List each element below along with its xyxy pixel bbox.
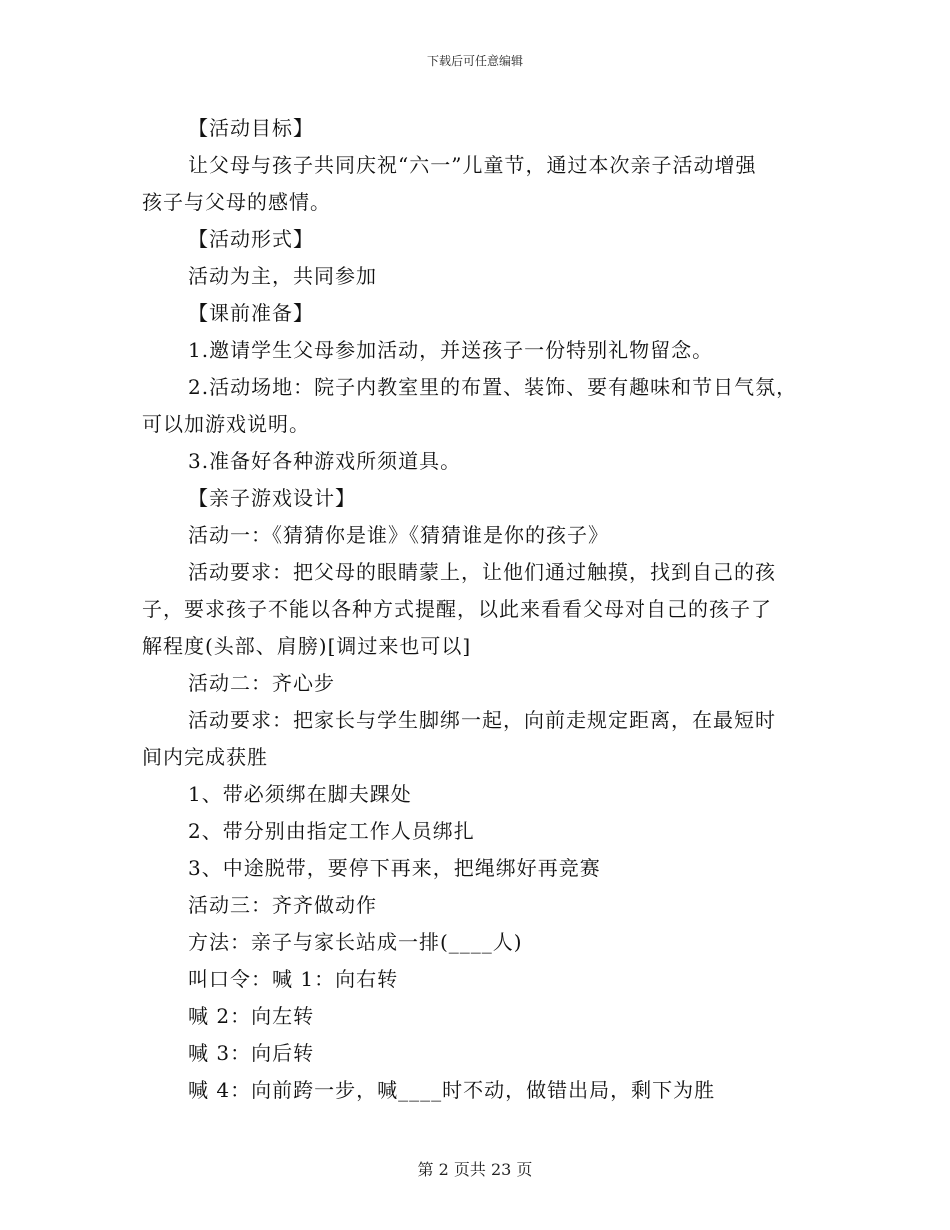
page-header: 下载后可任意编辑: [426, 54, 523, 68]
text-line: 喊 4：向前跨一步，喊____时不动，做错出局，剩下为胜: [188, 1078, 716, 1102]
text-line: 让父母与孩子共同庆祝“六一”儿童节，通过本次亲子活动增强: [188, 153, 757, 177]
text-line: 【课前准备】: [188, 301, 314, 325]
text-line: 活动要求：把家长与学生脚绑一起，向前走规定距离，在最短时: [188, 708, 776, 732]
text-line: 可以加游戏说明。: [142, 412, 310, 436]
text-line: 【活动目标】: [188, 116, 314, 140]
text-line: 2、带分别由指定工作人员绑扎: [188, 819, 475, 843]
text-line: 子，要求孩子不能以各种方式提醒，以此来看看父母对自己的孩子了: [142, 597, 772, 621]
text-line: 2.活动场地：院子内教室里的布置、装饰、要有趣味和节日气氛，: [188, 375, 798, 399]
text-line: 活动为主，共同参加: [188, 264, 377, 288]
text-line: 喊 2：向左转: [188, 1004, 315, 1028]
text-line: 1.邀请学生父母参加活动，并送孩子一份特别礼物留念。: [188, 338, 714, 362]
text-line: 喊 3：向后转: [188, 1041, 315, 1065]
text-line: 活动要求：把父母的眼睛蒙上，让他们通过触摸，找到自己的孩: [188, 560, 776, 584]
text-line: 3.准备好各种游戏所须道具。: [188, 449, 462, 473]
text-line: 间内完成获胜: [142, 745, 268, 769]
text-line: 方法：亲子与家长站成一排(____人): [188, 930, 523, 954]
text-line: 【亲子游戏设计】: [188, 486, 356, 510]
text-line: 活动一：《猜猜你是谁》《猜猜谁是你的孩子》: [188, 523, 609, 547]
text-line: 孩子与父母的感情。: [142, 190, 331, 214]
text-line: 3、中途脱带，要停下再来，把绳绑好再竞赛: [188, 856, 601, 880]
document-body: [142, 110, 802, 1109]
text-line: 活动二：齐心步: [188, 671, 335, 695]
text-line: 1、带必须绑在脚夫踝处: [188, 782, 412, 806]
text-line: 【活动形式】: [188, 227, 314, 251]
page-footer: 第 2 页共 23 页: [417, 1160, 533, 1179]
text-line: 解程度(头部、肩膀)[调过来也可以]: [142, 634, 472, 658]
text-line: 活动三：齐齐做动作: [188, 893, 377, 917]
text-line: 叫口令：喊 1：向右转: [188, 967, 399, 991]
